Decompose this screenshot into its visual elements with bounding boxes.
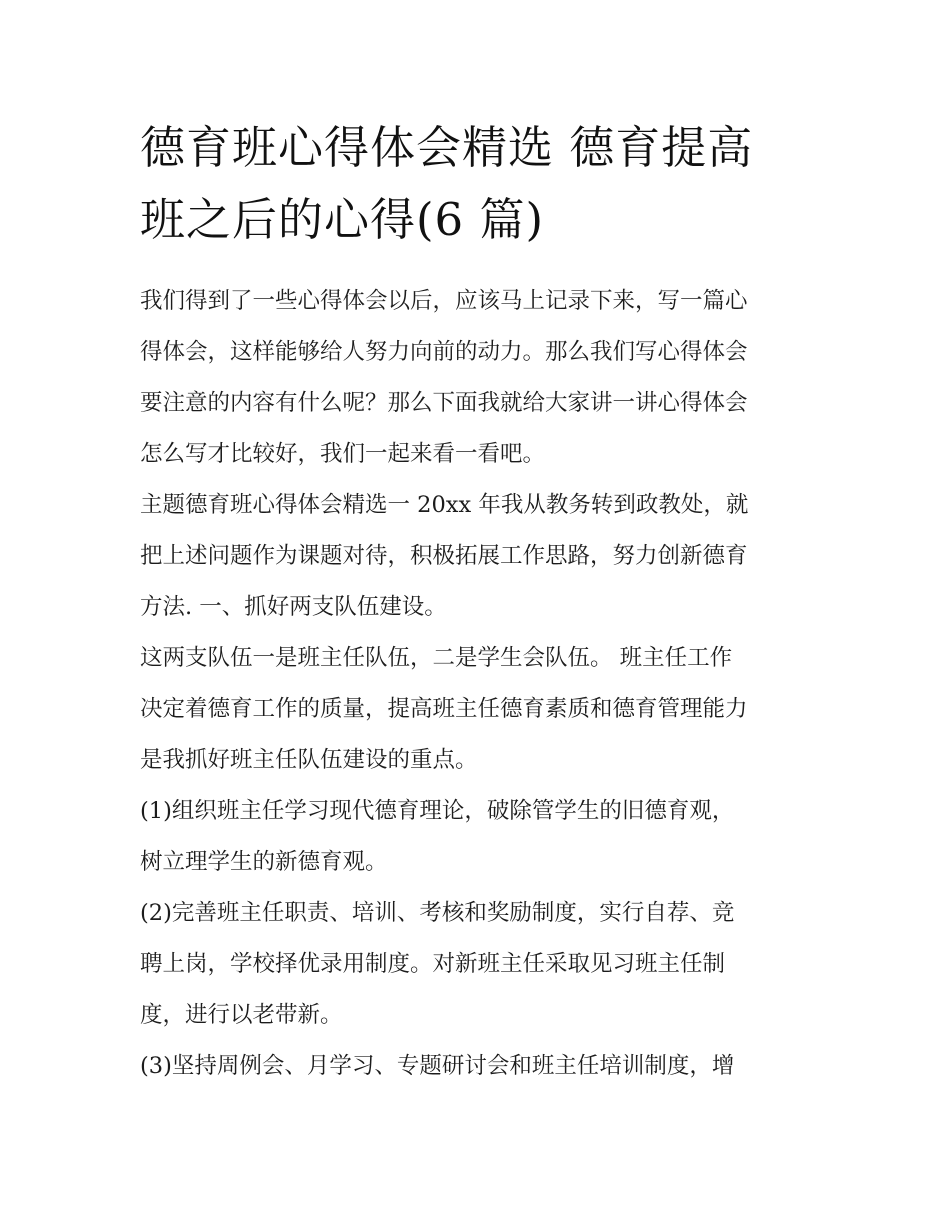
body-paragraph [140, 480, 820, 633]
list-item-paragraph [140, 786, 820, 888]
list-item-paragraph [140, 888, 820, 1041]
text-line: (1)组织班主任学习现代德育理论，破除管学生的旧德育观， [140, 798, 735, 824]
text-line: 这两支队伍一是班主任队伍，二是学生会队伍。 班主任工作 [140, 645, 733, 671]
text-line: 聘上岗，学校择优录用制度。对新班主任采取见习班主任制 [140, 951, 726, 977]
text-line: 得体会，这样能够给人努力向前的动力。那么我们写心得体会 [140, 339, 748, 365]
list-item-paragraph [140, 1041, 820, 1092]
text-line: 方法. 一、抓好两支队伍建设。 [140, 594, 447, 620]
text-line: 度，进行以老带新。 [140, 1002, 343, 1028]
text-line: 怎么写才比较好，我们一起来看一看吧。 [140, 441, 546, 467]
text-line: (2)完善班主任职责、培训、考核和奖励制度，实行自荐、竞 [140, 900, 735, 926]
text-line: 把上述问题作为课题对待，积极拓展工作思路，努力创新德育 [140, 543, 748, 569]
text-line: (3)坚持周例会、月学习、专题研讨会和班主任培训制度，增 [140, 1053, 735, 1079]
intro-paragraph [140, 276, 820, 480]
text-line: 主题德育班心得体会精选一 20xx 年我从教务转到政教处，就 [140, 492, 749, 518]
text-line: 是我抓好班主任队伍建设的重点。 [140, 747, 478, 773]
text-line: 树立理学生的新德育观。 [140, 849, 388, 875]
text-line: 要注意的内容有什么呢？那么下面我就给大家讲一讲心得体会 [140, 390, 748, 416]
title-line: 班之后的心得(6 篇) [140, 193, 545, 246]
text-line: 我们得到了一些心得体会以后，应该马上记录下来，写一篇心 [140, 288, 748, 314]
document-title [140, 112, 820, 256]
body-paragraph [140, 633, 820, 786]
document-body [140, 112, 820, 1092]
title-line: 德育班心得体会精选 德育提高 [140, 121, 754, 174]
text-line: 决定着德育工作的质量，提高班主任德育素质和德育管理能力 [140, 696, 748, 722]
